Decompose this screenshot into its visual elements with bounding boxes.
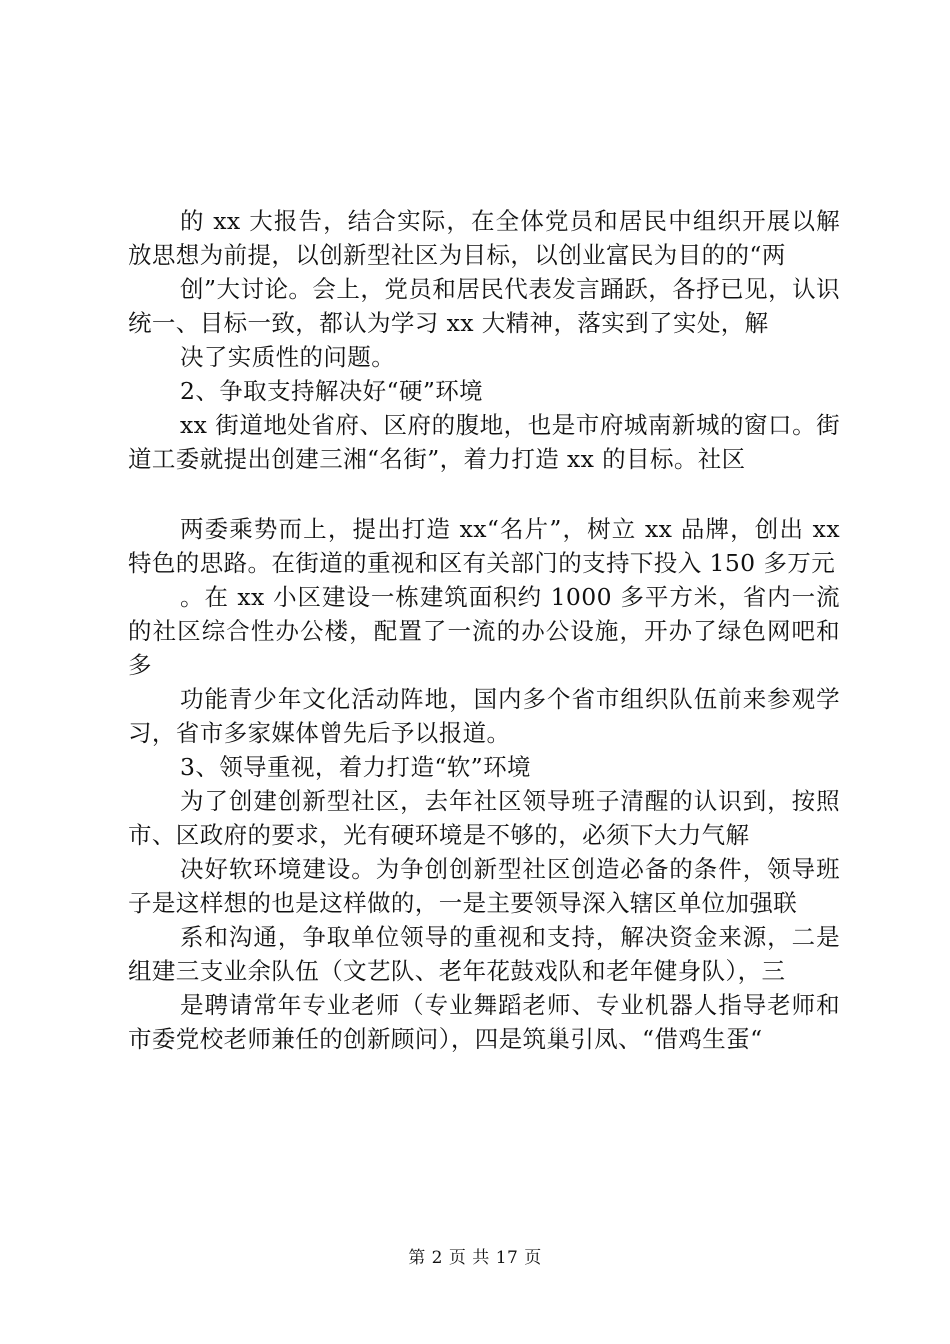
paragraph-5: 两委乘势而上，提出打造 xx“名片”，树立 xx 品牌，创出 xx 特色的思路。在街道的重视和区有关部门的支持下投入 150 多万元 — [128, 515, 840, 577]
paragraph-11: 是聘请常年专业老师（专业舞蹈老师、专业机器人指导老师和市委党校老师兼任的创新顾问），四是筑巢引凤、“借鸡生蛋“ — [128, 991, 840, 1053]
document-body — [128, 204, 840, 1056]
paragraph-2: 创”大讨论。会上，党员和居民代表发言踊跃，各抒已见，认识统一、目标一致，都认为学习 xx 大精神，落实到了实处，解 — [128, 275, 840, 337]
paragraph-1: 的 xx 大报告，结合实际，在全体党员和居民中组织开展以解放思想为前提，以创新型社区为目标，以创业富民为目的的“两 — [128, 207, 840, 269]
paragraph-10: 系和沟通，争取单位领导的重视和支持，解决资金来源，二是组建三支业余队伍（文艺队、老年花鼓戏队和老年健身队），三 — [128, 923, 840, 985]
paragraph-4: xx 街道地处省府、区府的腹地，也是市府城南新城的窗口。街道工委就提出创建三湘“名街”，着力打造 xx 的目标。社区 — [128, 411, 840, 473]
paragraph-3: 决了实质性的问题。 — [180, 343, 396, 371]
paragraph-9: 决好软环境建设。为争创创新型社区创造必备的条件，领导班子是这样想的也是这样做的，一是主要领导深入辖区单位加强联 — [128, 855, 840, 917]
page-number-footer: 第 2 页 共 17 页 — [408, 1248, 542, 1268]
section-heading-2: 2、争取支持解决好“硬”环境 — [180, 377, 484, 405]
paragraph-6: 。在 xx 小区建设一栋建筑面积约 1000 多平方米，省内一流的社区综合性办公楼，配置了一流的办公设施，开办了绿色网吧和多 — [128, 583, 840, 679]
paragraph-7: 功能青少年文化活动阵地，国内多个省市组织队伍前来参观学习，省市多家媒体曾先后予以报道。 — [128, 685, 840, 747]
section-heading-3: 3、领导重视，着力打造“软”环境 — [180, 753, 531, 781]
paragraph-8: 为了创建创新型社区，去年社区领导班子清醒的认识到，按照市、区政府的要求，光有硬环境是不够的，必须下大力气解 — [128, 787, 840, 849]
